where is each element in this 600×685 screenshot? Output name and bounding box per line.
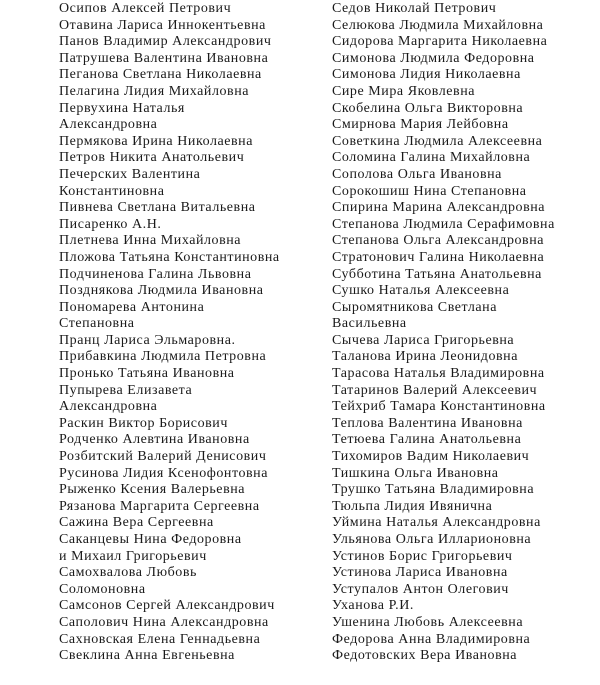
name-line: Тюльпа Лидия Ивянична (332, 498, 493, 514)
name-line: Прибавкина Людмила Петровна (59, 349, 267, 365)
name-line: Александровна (59, 399, 158, 415)
name-line: Отавина Лариса Иннокентьевна (59, 17, 266, 33)
name-line: Тихомиров Вадим Николаевич (332, 449, 530, 465)
name-line: Рязанова Маргарита Сергеевна (59, 498, 260, 514)
name-line: Федотовских Вера Ивановна (332, 648, 518, 664)
name-line: Пеганова Светлана Николаевна (59, 67, 262, 83)
name-line: Соломоновна (59, 581, 146, 597)
name-line: Рыженко Ксения Валерьевна (59, 482, 246, 498)
name-line: Степановна (59, 316, 135, 332)
name-line: Позднякова Людмила Ивановна (59, 283, 264, 299)
name-line: Сорокошиш Нина Степановна (332, 183, 527, 199)
name-line: Константиновна (59, 183, 165, 199)
name-line: Трушко Татьяна Владимировна (332, 482, 535, 498)
name-line: Теплова Валентина Ивановна (332, 415, 523, 431)
name-line: Александровна (59, 117, 158, 133)
name-line: Пранц Лариса Эльмаровна. (59, 332, 236, 348)
name-line: Пложова Татьяна Константиновна (59, 249, 280, 265)
name-line: Саполович Нина Александровна (59, 614, 269, 630)
name-line: Пермякова Ирина Николаевна (59, 133, 253, 149)
name-line: Седов Николай Петрович (332, 1, 497, 16)
name-line: Петров Никита Анатольевич (59, 150, 245, 166)
name-line: Плетнева Инна Михайловна (59, 233, 242, 249)
name-line: Саканцевы Нина Федоровна (59, 532, 242, 547)
name-line: Сажина Вера Сергеевна (59, 515, 214, 531)
name-line: Тарасова Наталья Владимировна (332, 366, 545, 382)
name-line: Свеклина Анна Евгеньевна (59, 648, 235, 664)
name-line: Стратонович Галина Николаевна (332, 249, 545, 265)
name-line: Устинова Лариса Ивановна (332, 565, 508, 581)
name-line: Ушенина Любовь Алексеевна (332, 614, 524, 630)
name-line: Селюкова Людмила Михайловна (332, 17, 544, 33)
name-line: Самсонов Сергей Александрович (59, 598, 275, 614)
name-line: Печерских Валентина (59, 166, 201, 182)
name-line: Пупырева Елизавета (59, 382, 193, 398)
name-line: Сычева Лариса Григорьевна (332, 332, 515, 348)
name-line: Пелагина Лидия Михайловна (59, 83, 250, 99)
name-line: Сушко Наталья Алексеевна (332, 283, 510, 299)
name-line: Устинов Борис Григорьевич (332, 548, 513, 564)
name-line: Подчиненова Галина Львовна (59, 266, 252, 282)
name-line: Симонова Лидия Николаевна (332, 67, 521, 83)
name-line: Уступалов Антон Олегович (332, 581, 509, 597)
name-line: Советкина Людмила Алексеевна (332, 133, 543, 149)
name-line: Тишкина Ольга Ивановна (332, 465, 499, 481)
name-line: Спирина Марина Александровна (332, 200, 546, 216)
left-name-column (59, 1, 324, 665)
name-line: Ульянова Ольга Илларионовна (332, 532, 532, 547)
name-line: Симонова Людмила Федоровна (332, 50, 535, 66)
name-line: Панов Владимир Александрович (59, 34, 272, 50)
name-line: Русинова Лидия Ксенофонтовна (59, 465, 268, 481)
name-line: Сидорова Маргарита Николаевна (332, 34, 548, 50)
name-line: Субботина Татьяна Анатольевна (332, 266, 542, 282)
name-line: Патрушева Валентина Ивановна (59, 50, 269, 66)
name-line: Сире Мира Яковлевна (332, 83, 476, 99)
name-line: Уханова Р.И. (332, 598, 414, 614)
name-line: Степанова Людмила Серафимовна (332, 216, 555, 232)
name-line: Скобелина Ольга Викторовна (332, 100, 524, 116)
name-line: Осипов Алексей Петрович (59, 1, 232, 16)
name-line: Писаренко А.Н. (59, 216, 162, 232)
name-line: Раскин Виктор Борисович (59, 415, 228, 431)
name-line: Пономарева Антонина (59, 299, 205, 315)
name-line: Родченко Алевтина Ивановна (59, 432, 250, 448)
name-line: Таланова Ирина Леонидовна (332, 349, 518, 365)
name-line: Сахновская Елена Геннадьевна (59, 631, 261, 647)
name-line: Розбитский Валерий Денисович (59, 449, 267, 465)
name-line: Пивнева Светлана Витальевна (59, 200, 256, 216)
name-line: Самохвалова Любовь (59, 565, 197, 581)
name-line: Степанова Ольга Александровна (332, 233, 545, 249)
name-line: Соломина Галина Михайловна (332, 150, 531, 166)
name-line: Татаринов Валерий Алексеевич (332, 382, 538, 398)
name-line: и Михаил Григорьевич (59, 548, 207, 564)
name-line: Тетюева Галина Анатольевна (332, 432, 522, 448)
name-line: Васильевна (332, 316, 407, 332)
right-name-column (332, 1, 594, 665)
name-line: Первухина Наталья (59, 100, 185, 116)
name-line: Пронько Татьяна Ивановна (59, 366, 235, 382)
name-line: Уймина Наталья Александровна (332, 515, 541, 531)
name-line: Тейхриб Тамара Константиновна (332, 399, 546, 415)
name-line: Сыромятникова Светлана (332, 299, 497, 315)
name-line: Федорова Анна Владимировна (332, 631, 531, 647)
name-line: Сополова Ольга Ивановна (332, 166, 502, 182)
name-line: Смирнова Мария Лейбовна (332, 117, 509, 133)
